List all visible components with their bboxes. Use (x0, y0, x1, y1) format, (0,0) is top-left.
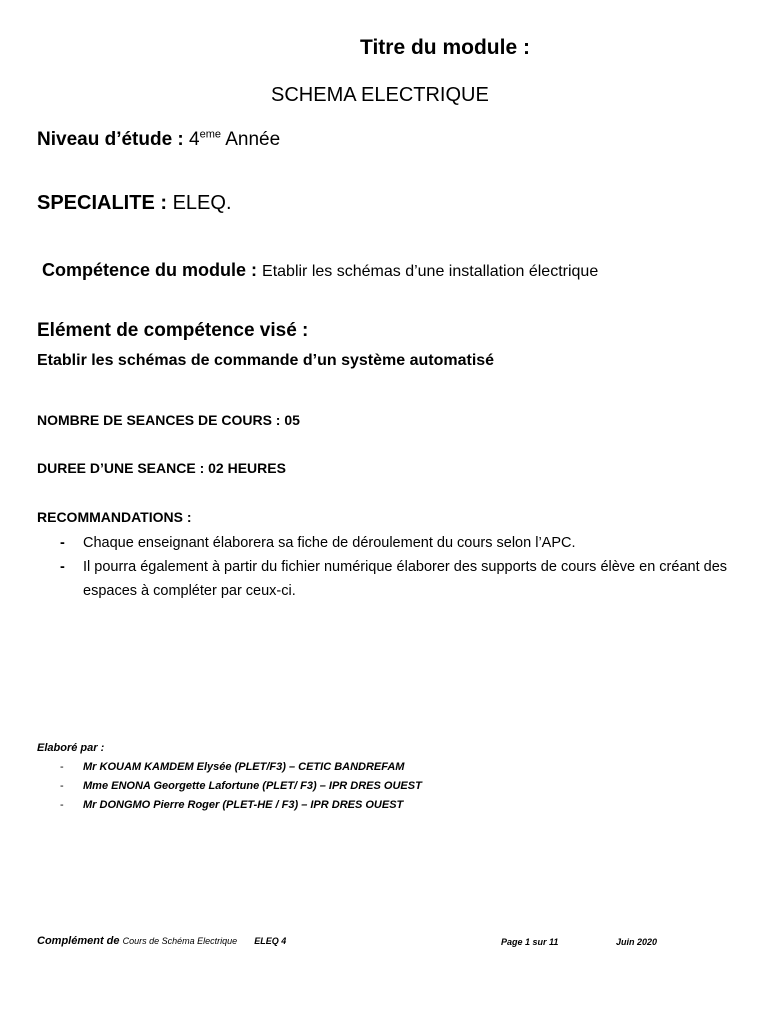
author-item (60, 799, 403, 811)
niveau-value-sup: eme (199, 128, 222, 141)
recommandation-text: Il pourra également à partir du fichier numérique élaborer des supports de cours élève en créant des espaces à compléter par ceux-ci. (83, 559, 728, 599)
footer-page-number: Page 1 sur 11 (501, 937, 559, 947)
footer-date: Juin 2020 (616, 937, 658, 947)
bullet-dash: - (60, 780, 64, 792)
specialite-value: ELEQ. (172, 192, 232, 214)
seances-count: NOMBRE DE SEANCES DE COURS : 05 (37, 412, 300, 428)
bullet-dash: - (60, 535, 65, 551)
recommandation-item (60, 531, 730, 555)
footer-course-info (37, 935, 286, 947)
niveau-value-text: Année (225, 129, 281, 150)
footer-prefix: Complément de (37, 935, 120, 947)
bullet-dash: - (60, 559, 65, 575)
author-item (60, 780, 422, 792)
footer-course: Cours de Schéma Electrique (122, 936, 238, 946)
module-title: SCHEMA ELECTRIQUE (271, 84, 489, 106)
bullet-dash: - (60, 761, 64, 773)
authors-label: Elaboré par : (37, 742, 105, 754)
niveau-line (37, 129, 280, 151)
bullet-dash: - (60, 799, 64, 811)
competence-label: Compétence du module : (42, 260, 258, 280)
niveau-label: Niveau d’étude : (37, 129, 184, 150)
recommandation-item (60, 555, 730, 603)
element-value: Etablir les schémas de commande d’un système automatisé (37, 352, 495, 369)
competence-value: Etablir les schémas d’une installation électrique (262, 263, 599, 280)
footer-code: ELEQ 4 (254, 936, 287, 946)
competence-line (42, 260, 598, 281)
specialite-label: SPECIALITE : (37, 192, 168, 214)
element-label: Elément de compétence visé : (37, 320, 309, 341)
recommandations-label: RECOMMANDATIONS : (37, 509, 192, 525)
module-title-label: Titre du module : (360, 36, 530, 59)
seance-duration: DUREE D’UNE SEANCE : 02 HEURES (37, 460, 286, 476)
niveau-value-number: 4 (189, 129, 200, 150)
author-text: Mme ENONA Georgette Lafortune (PLET/ F3) – IPR DRES OUEST (83, 780, 422, 792)
author-text: Mr DONGMO Pierre Roger (PLET-HE / F3) – IPR DRES OUEST (83, 799, 404, 811)
author-item (60, 761, 404, 773)
author-text: Mr KOUAM KAMDEM Elysée (PLET/F3) – CETIC BANDREFAM (83, 761, 405, 773)
recommandation-text: Chaque enseignant élaborera sa fiche de déroulement du cours selon l’APC. (83, 535, 576, 551)
specialite-line (37, 192, 232, 215)
